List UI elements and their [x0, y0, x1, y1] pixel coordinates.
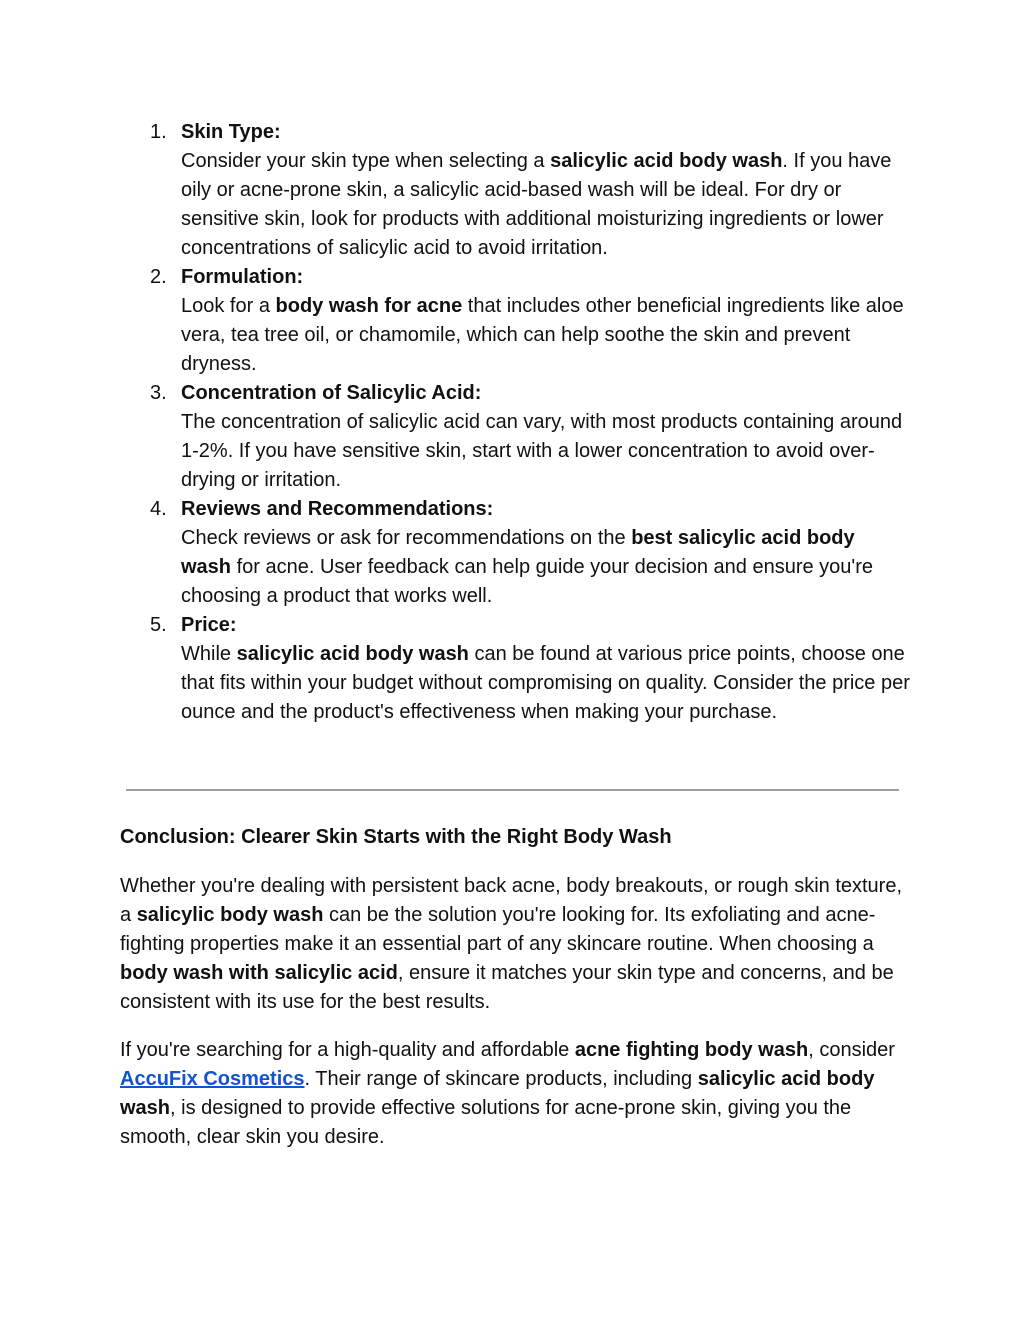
text-run: can be found at various price points, choose one that fits within your budget without compromising on quality. Consider the price per ounce and the product's effectiveness when making your purchase.	[181, 643, 910, 723]
text-run: can be the solution you're looking for. Its exfoliating and acne-fighting properties make it an essential part of any skincare routine. When choosing a	[120, 904, 876, 955]
text-run: Check reviews or ask for recommendations on the	[181, 527, 632, 549]
text-run: If you're searching for a high-quality and affordable	[120, 1039, 575, 1061]
bold-keyword: salicylic acid body wash	[120, 1068, 875, 1119]
text-run: , consider	[808, 1039, 895, 1061]
bold-keyword: acne fighting body wash	[574, 1039, 809, 1061]
list-item-body	[181, 147, 910, 263]
text-run: While	[181, 643, 237, 665]
tips-list	[120, 118, 910, 727]
bold-keyword: salicylic acid body wash	[550, 150, 783, 172]
bold-keyword: body wash for acne	[275, 295, 463, 317]
list-item	[120, 611, 910, 727]
accufix-cosmetics-link[interactable]: AccuFix Cosmetics	[120, 1068, 305, 1090]
conclusion-heading: Conclusion: Clearer Skin Starts with the Right Body Wash	[120, 826, 672, 848]
list-item-title: Skin Type:	[181, 121, 281, 143]
text-run: The concentration of salicylic acid can vary, with most products containing around 1-2%. If you have sensitive skin, start with a lower concentration to avoid over-drying or irritation.	[181, 411, 903, 491]
list-item-number: 2.	[150, 266, 167, 288]
text-run: Look for a	[181, 295, 276, 317]
text-run: . Their range of skincare products, including	[304, 1068, 698, 1090]
list-item-title: Concentration of Salicylic Acid:	[181, 382, 482, 404]
list-item-number: 4.	[150, 498, 167, 520]
horizontal-divider	[126, 789, 899, 791]
list-item-title: Price:	[181, 614, 237, 636]
list-item	[120, 379, 910, 495]
conclusion-paragraph	[120, 872, 910, 1017]
list-item-body	[181, 292, 910, 379]
list-item-number: 1.	[150, 121, 167, 143]
conclusion-paragraph	[120, 1036, 910, 1152]
list-item-body	[181, 640, 910, 727]
text-run: . If you have oily or acne-prone skin, a salicylic acid-based wash will be ideal. For dry or sensitive skin, look for products with additional moisturizing ingredients or lower concentrations of salicylic acid to avoid irritation.	[181, 150, 892, 259]
list-item-number: 5.	[150, 614, 167, 636]
list-item-body	[181, 408, 910, 495]
list-item-number: 3.	[150, 382, 167, 404]
bold-keyword: salicylic body wash	[136, 904, 324, 926]
list-item	[120, 118, 910, 263]
text-run: , ensure it matches your skin type and concerns, and be consistent with its use for the best results.	[120, 962, 894, 1013]
bold-keyword: best salicylic acid body wash	[181, 527, 855, 578]
text-run: Whether you're dealing with persistent back acne, body breakouts, or rough skin texture, a	[120, 875, 903, 926]
text-run: , is designed to provide effective solutions for acne-prone skin, giving you the smooth, clear skin you desire.	[120, 1097, 852, 1148]
list-item	[120, 263, 910, 379]
text-run: for acne. User feedback can help guide your decision and ensure you're choosing a product that works well.	[181, 556, 874, 607]
list-item-title: Reviews and Recommendations:	[181, 498, 494, 520]
bold-keyword: salicylic acid body wash	[236, 643, 469, 665]
text-run: Consider your skin type when selecting a	[181, 150, 551, 172]
list-item-body	[181, 524, 910, 611]
bold-keyword: body wash with salicylic acid	[120, 962, 398, 984]
text-run: that includes other beneficial ingredients like aloe vera, tea tree oil, or chamomile, which can help soothe the skin and prevent dryness.	[181, 295, 904, 375]
list-item-title: Formulation:	[181, 266, 304, 288]
list-item	[120, 495, 910, 611]
